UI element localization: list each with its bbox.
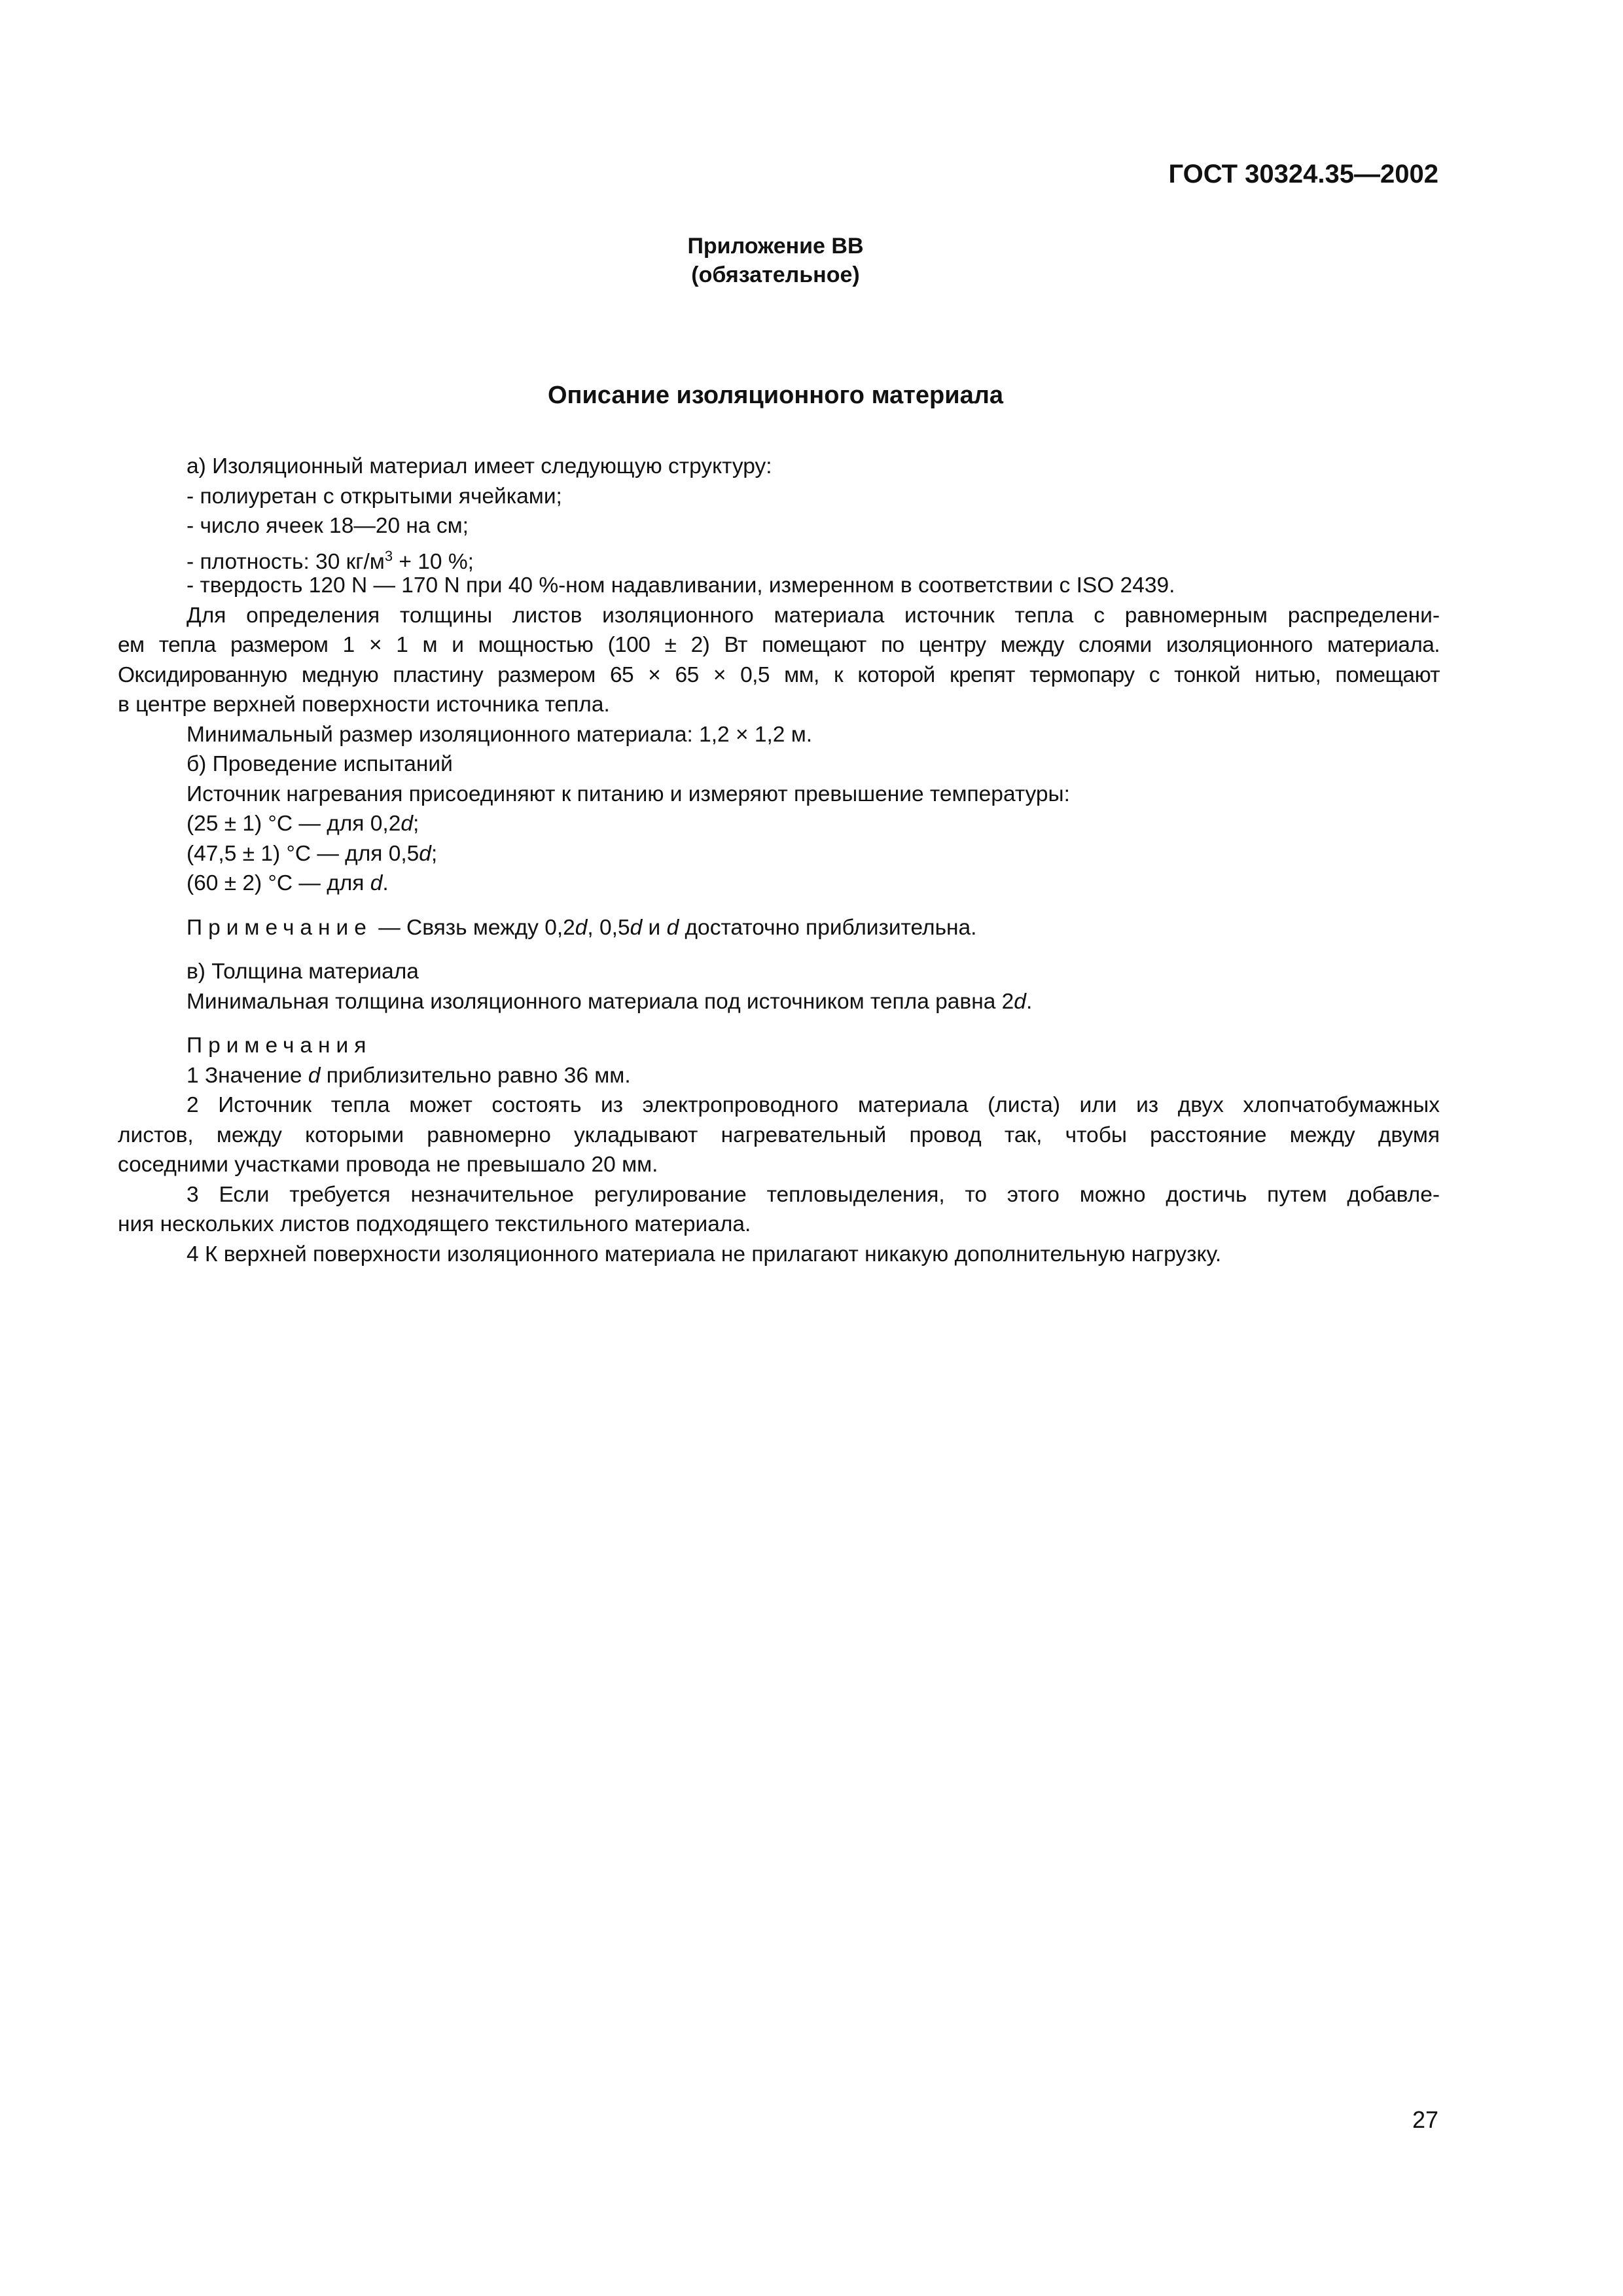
- appendix-status: (обязательное): [691, 262, 860, 287]
- density-exponent: 3: [384, 547, 393, 564]
- page-number: 27: [1412, 2106, 1438, 2133]
- punctuation: ;: [431, 841, 438, 866]
- note-text: и: [642, 915, 667, 940]
- list-item: [118, 541, 1440, 574]
- density-tolerance: + 10 %;: [393, 549, 474, 574]
- paragraph-line: Для определения толщины листов изоляционного материала источник тепла с равномерным распределени-: [187, 603, 1440, 628]
- punctuation: .: [1026, 989, 1033, 1014]
- paragraph-line: ем тепла размером 1 × 1 м и мощностью (100 ± 2) Вт помещают по центру между слоями изоляционного материала.: [118, 633, 1440, 657]
- note-label: Примечание: [187, 915, 372, 940]
- paragraph-c-heading: в) Толщина материала: [187, 960, 419, 984]
- document-code: ГОСТ 30324.35—2002: [1168, 160, 1438, 188]
- note-line: ния нескольких листов подходящего текстильного материала.: [118, 1212, 751, 1236]
- thickness-text: Минимальная толщина изоляционного материала под источником тепла равна 2: [187, 989, 1014, 1014]
- note-line: соседними участками провода не превышало 20 мм.: [118, 1153, 658, 1177]
- document-body: [118, 452, 1440, 1269]
- note-text: приблизительно равно 36 мм.: [320, 1063, 631, 1088]
- note-text: , 0,5: [587, 915, 630, 940]
- temperature-value: (25 ± 1) °С — для 0,2: [187, 812, 401, 836]
- punctuation: .: [382, 871, 389, 895]
- paragraph-line: Оксидированную медную пластину размером 65 × 65 × 0,5 мм, к которой крепят термопару с тонкой нитью, помещают: [118, 662, 1440, 687]
- variable-d: d: [401, 812, 413, 836]
- note-text: — Связь между 0,2: [372, 915, 575, 940]
- note-text: 1 Значение: [187, 1063, 308, 1088]
- paragraph-b-heading: б) Проведение испытаний: [187, 752, 453, 776]
- paragraph-b-text: Источник нагревания присоединяют к питанию и измеряют превышение температуры:: [187, 781, 1070, 806]
- temperature-item: [118, 809, 1440, 839]
- temperature-item: [118, 839, 1440, 869]
- paragraph-a-intro: а) Изоляционный материал имеет следующую структуру:: [187, 454, 772, 478]
- list-item: - твердость 120 N — 170 N при 40 %-ном надавливании, измеренном в соответствии с ISO 2439.: [187, 573, 1175, 598]
- paragraph-c-text: [118, 987, 1440, 1017]
- section-title: Описание изоляционного материала: [547, 382, 1004, 409]
- list-item: - полиуретан с открытыми ячейками;: [187, 484, 562, 509]
- variable-d: d: [419, 841, 431, 866]
- appendix-title: Приложение ВВ: [687, 234, 864, 259]
- note-item: 4 К верхней поверхности изоляционного материала не прилагают никакую дополнительную нагрузку.: [187, 1242, 1222, 1266]
- variable-d: d: [575, 915, 588, 940]
- temperature-value: (47,5 ± 1) °С — для 0,5: [187, 841, 419, 866]
- variable-d: d: [666, 915, 679, 940]
- punctuation: ;: [412, 812, 419, 836]
- notes-label: Примечания: [187, 1033, 372, 1058]
- density-text: - плотность: 30 кг/м: [187, 549, 385, 574]
- variable-d: d: [630, 915, 643, 940]
- min-size-text: Минимальный размер изоляционного материала: 1,2 × 1,2 м.: [187, 722, 813, 747]
- note-item: [118, 1061, 1440, 1091]
- note: [118, 913, 1440, 943]
- note-line: 3 Если требуется незначительное регулирование тепловыделения, то этого можно достичь путем добавле-: [187, 1182, 1440, 1207]
- temperature-value: (60 ± 2) °С — для: [187, 871, 370, 895]
- note-text: достаточно приблизительна.: [679, 915, 977, 940]
- list-item: - число ячеек 18—20 на см;: [187, 514, 469, 538]
- note-line: листов, между которыми равномерно укладывают нагревательный провод так, чтобы расстояние между двумя: [118, 1122, 1440, 1147]
- variable-d: d: [1014, 989, 1026, 1014]
- temperature-item: [118, 869, 1440, 899]
- variable-d: d: [370, 871, 383, 895]
- paragraph-line: в центре верхней поверхности источника тепла.: [118, 692, 610, 717]
- appendix-heading: [0, 232, 1551, 289]
- note-line: 2 Источник тепла может состоять из электропроводного материала (листа) или из двух хлопчатобумажных: [187, 1093, 1440, 1117]
- variable-d: d: [308, 1063, 321, 1088]
